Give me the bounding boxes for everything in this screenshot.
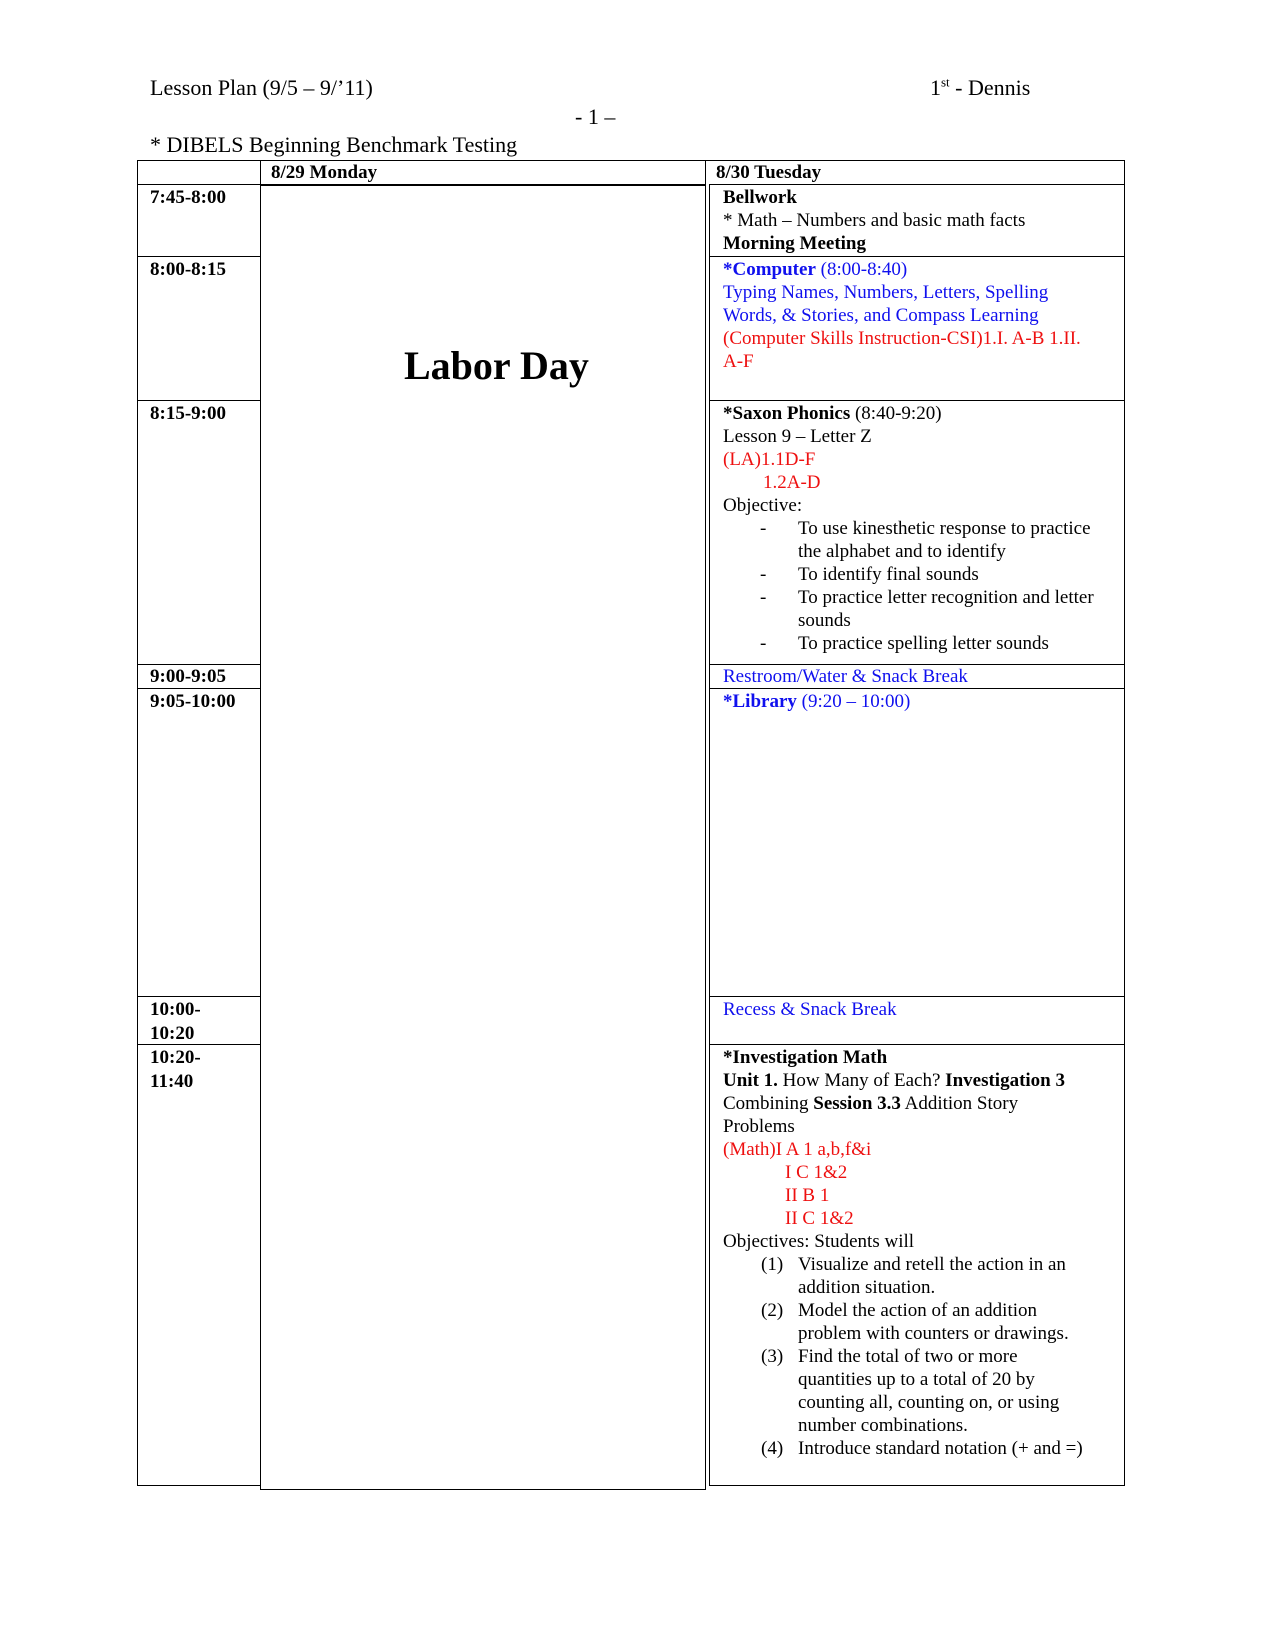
time-slot: 9:05-10:00 <box>150 691 236 712</box>
bullet: - <box>760 564 767 585</box>
recess-break: Recess & Snack Break <box>723 999 897 1020</box>
objective-text: counting all, counting on, or using <box>798 1392 1060 1413</box>
math-standards: I C 1&2 <box>785 1162 848 1183</box>
objective-text: the alphabet and to identify <box>798 541 1006 562</box>
math-session: Session 3.3 <box>813 1093 901 1114</box>
row-line <box>709 184 1125 185</box>
computer-standards: (Computer Skills Instruction-CSI)1.I. A-B 1.II. <box>723 328 1081 349</box>
time-slot: 11:40 <box>150 1071 194 1092</box>
computer-desc: Typing Names, Numbers, Letters, Spelling <box>723 282 1049 303</box>
library-title: *Library <box>723 691 797 712</box>
library-time: (9:20 – 10:00) <box>796 691 911 712</box>
table-border-bottom-monday <box>260 1489 706 1490</box>
objective-text: Find the total of two or more <box>798 1346 1018 1367</box>
list-number: (3) <box>761 1346 784 1367</box>
phonics-objective-label: Objective: <box>723 495 803 516</box>
row-line <box>709 688 1125 689</box>
objective-text: Visualize and retell the action in an <box>798 1254 1066 1275</box>
row-line <box>137 256 261 257</box>
bellwork-item: * Math – Numbers and basic math facts <box>723 210 1026 231</box>
row-line <box>709 1044 1125 1045</box>
objective-text: To use kinesthetic response to practice <box>798 518 1091 539</box>
math-cell <box>723 1046 1123 1460</box>
objective-text: quantities up to a total of 20 by <box>798 1369 1035 1390</box>
list-item <box>723 1345 1123 1437</box>
time-slot: 7:45-8:00 <box>150 187 226 208</box>
table-border-bottom-tuesday <box>709 1485 1125 1486</box>
math-investigation-title: Combining <box>723 1093 814 1114</box>
objective-text: To practice spelling letter sounds <box>798 633 1049 654</box>
bellwork-title: Bellwork <box>723 187 797 208</box>
math-session-title: Addition Story <box>900 1093 1019 1114</box>
time-slot: 10:00- <box>150 999 201 1020</box>
table-divider-days-inner <box>709 185 710 1486</box>
time-slot: 10:20 <box>150 1023 195 1044</box>
objective-text: To identify final sounds <box>798 564 979 585</box>
list-item <box>723 1437 1123 1460</box>
table-divider-time <box>260 160 261 1490</box>
math-unit: Unit 1. <box>723 1070 778 1091</box>
table-divider-days <box>705 160 706 1490</box>
benchmark-note: * DIBELS Beginning Benchmark Testing <box>150 132 518 157</box>
grade-teacher <box>930 75 1030 101</box>
grade-number: 1 <box>930 75 941 100</box>
list-item <box>723 517 1123 563</box>
math-investigation: Investigation 3 <box>945 1070 1065 1091</box>
computer-time: (8:00-8:40) <box>815 259 908 280</box>
library-cell <box>723 690 1123 713</box>
document-title: Lesson Plan (9/5 – 9/’11) <box>150 75 373 100</box>
phonics-title: *Saxon Phonics <box>723 403 851 424</box>
computer-cell <box>723 258 1123 373</box>
time-slot: 8:00-8:15 <box>150 259 226 280</box>
list-item <box>723 632 1123 655</box>
phonics-time: (8:40-9:20) <box>850 403 942 424</box>
math-standards: II C 1&2 <box>785 1208 854 1229</box>
bullet: - <box>760 587 767 608</box>
math-standards: (Math)I A 1 a,b,f&i <box>723 1139 872 1160</box>
page-number: - 1 – <box>575 104 616 129</box>
row-line <box>709 400 1125 401</box>
list-item <box>723 1299 1123 1345</box>
column-header-monday: 8/29 Monday <box>271 162 378 183</box>
computer-title: *Computer <box>723 259 816 280</box>
objective-text: addition situation. <box>798 1277 936 1298</box>
bullet: - <box>760 518 767 539</box>
column-header-tuesday: 8/30 Tuesday <box>716 162 822 183</box>
row-line <box>137 184 261 185</box>
list-number: (4) <box>761 1438 784 1459</box>
time-slot: 9:00-9:05 <box>150 666 226 687</box>
objective-text: To practice letter recognition and letter <box>798 587 1094 608</box>
objective-text: sounds <box>798 610 851 631</box>
morning-meeting: Morning Meeting <box>723 233 867 254</box>
time-slot: 10:20- <box>150 1047 201 1068</box>
objective-text: Introduce standard notation (+ and =) <box>798 1438 1083 1459</box>
row-line <box>260 184 706 186</box>
computer-standards: A-F <box>723 351 754 372</box>
math-standards: II B 1 <box>785 1185 830 1206</box>
computer-desc: Words, & Stories, and Compass Learning <box>723 305 1039 326</box>
objective-text: number combinations. <box>798 1415 968 1436</box>
phonics-cell <box>723 402 1123 655</box>
bellwork-cell <box>723 186 1123 255</box>
teacher-name: - Dennis <box>949 75 1031 100</box>
math-unit-title: How Many of Each? <box>777 1070 946 1091</box>
phonics-standards: (LA)1.1D-F <box>723 449 816 470</box>
table-border-right <box>1124 160 1125 1486</box>
row-line <box>709 256 1125 257</box>
list-item <box>723 1253 1123 1299</box>
list-item <box>723 586 1123 632</box>
math-title: *Investigation Math <box>723 1047 888 1068</box>
labor-day-label: Labor Day <box>404 343 589 388</box>
math-objectives-label: Objectives: Students will <box>723 1231 915 1252</box>
grade-suffix: st <box>941 74 950 90</box>
table-border-bottom-time <box>137 1485 261 1486</box>
phonics-standards: 1.2A-D <box>763 472 821 493</box>
bullet: - <box>760 633 767 654</box>
time-slot: 8:15-9:00 <box>150 403 226 424</box>
row-line <box>137 400 261 401</box>
objective-text: Model the action of an addition <box>798 1300 1038 1321</box>
list-number: (1) <box>761 1254 784 1275</box>
list-number: (2) <box>761 1300 784 1321</box>
phonics-lesson: Lesson 9 – Letter Z <box>723 426 872 447</box>
row-line <box>137 688 261 689</box>
row-line <box>137 996 261 997</box>
table-border-left <box>137 160 138 1486</box>
restroom-break: Restroom/Water & Snack Break <box>723 666 968 687</box>
row-line <box>709 996 1125 997</box>
list-item <box>723 563 1123 586</box>
objective-text: problem with counters or drawings. <box>798 1323 1069 1344</box>
math-session-title-cont: Problems <box>723 1116 795 1137</box>
